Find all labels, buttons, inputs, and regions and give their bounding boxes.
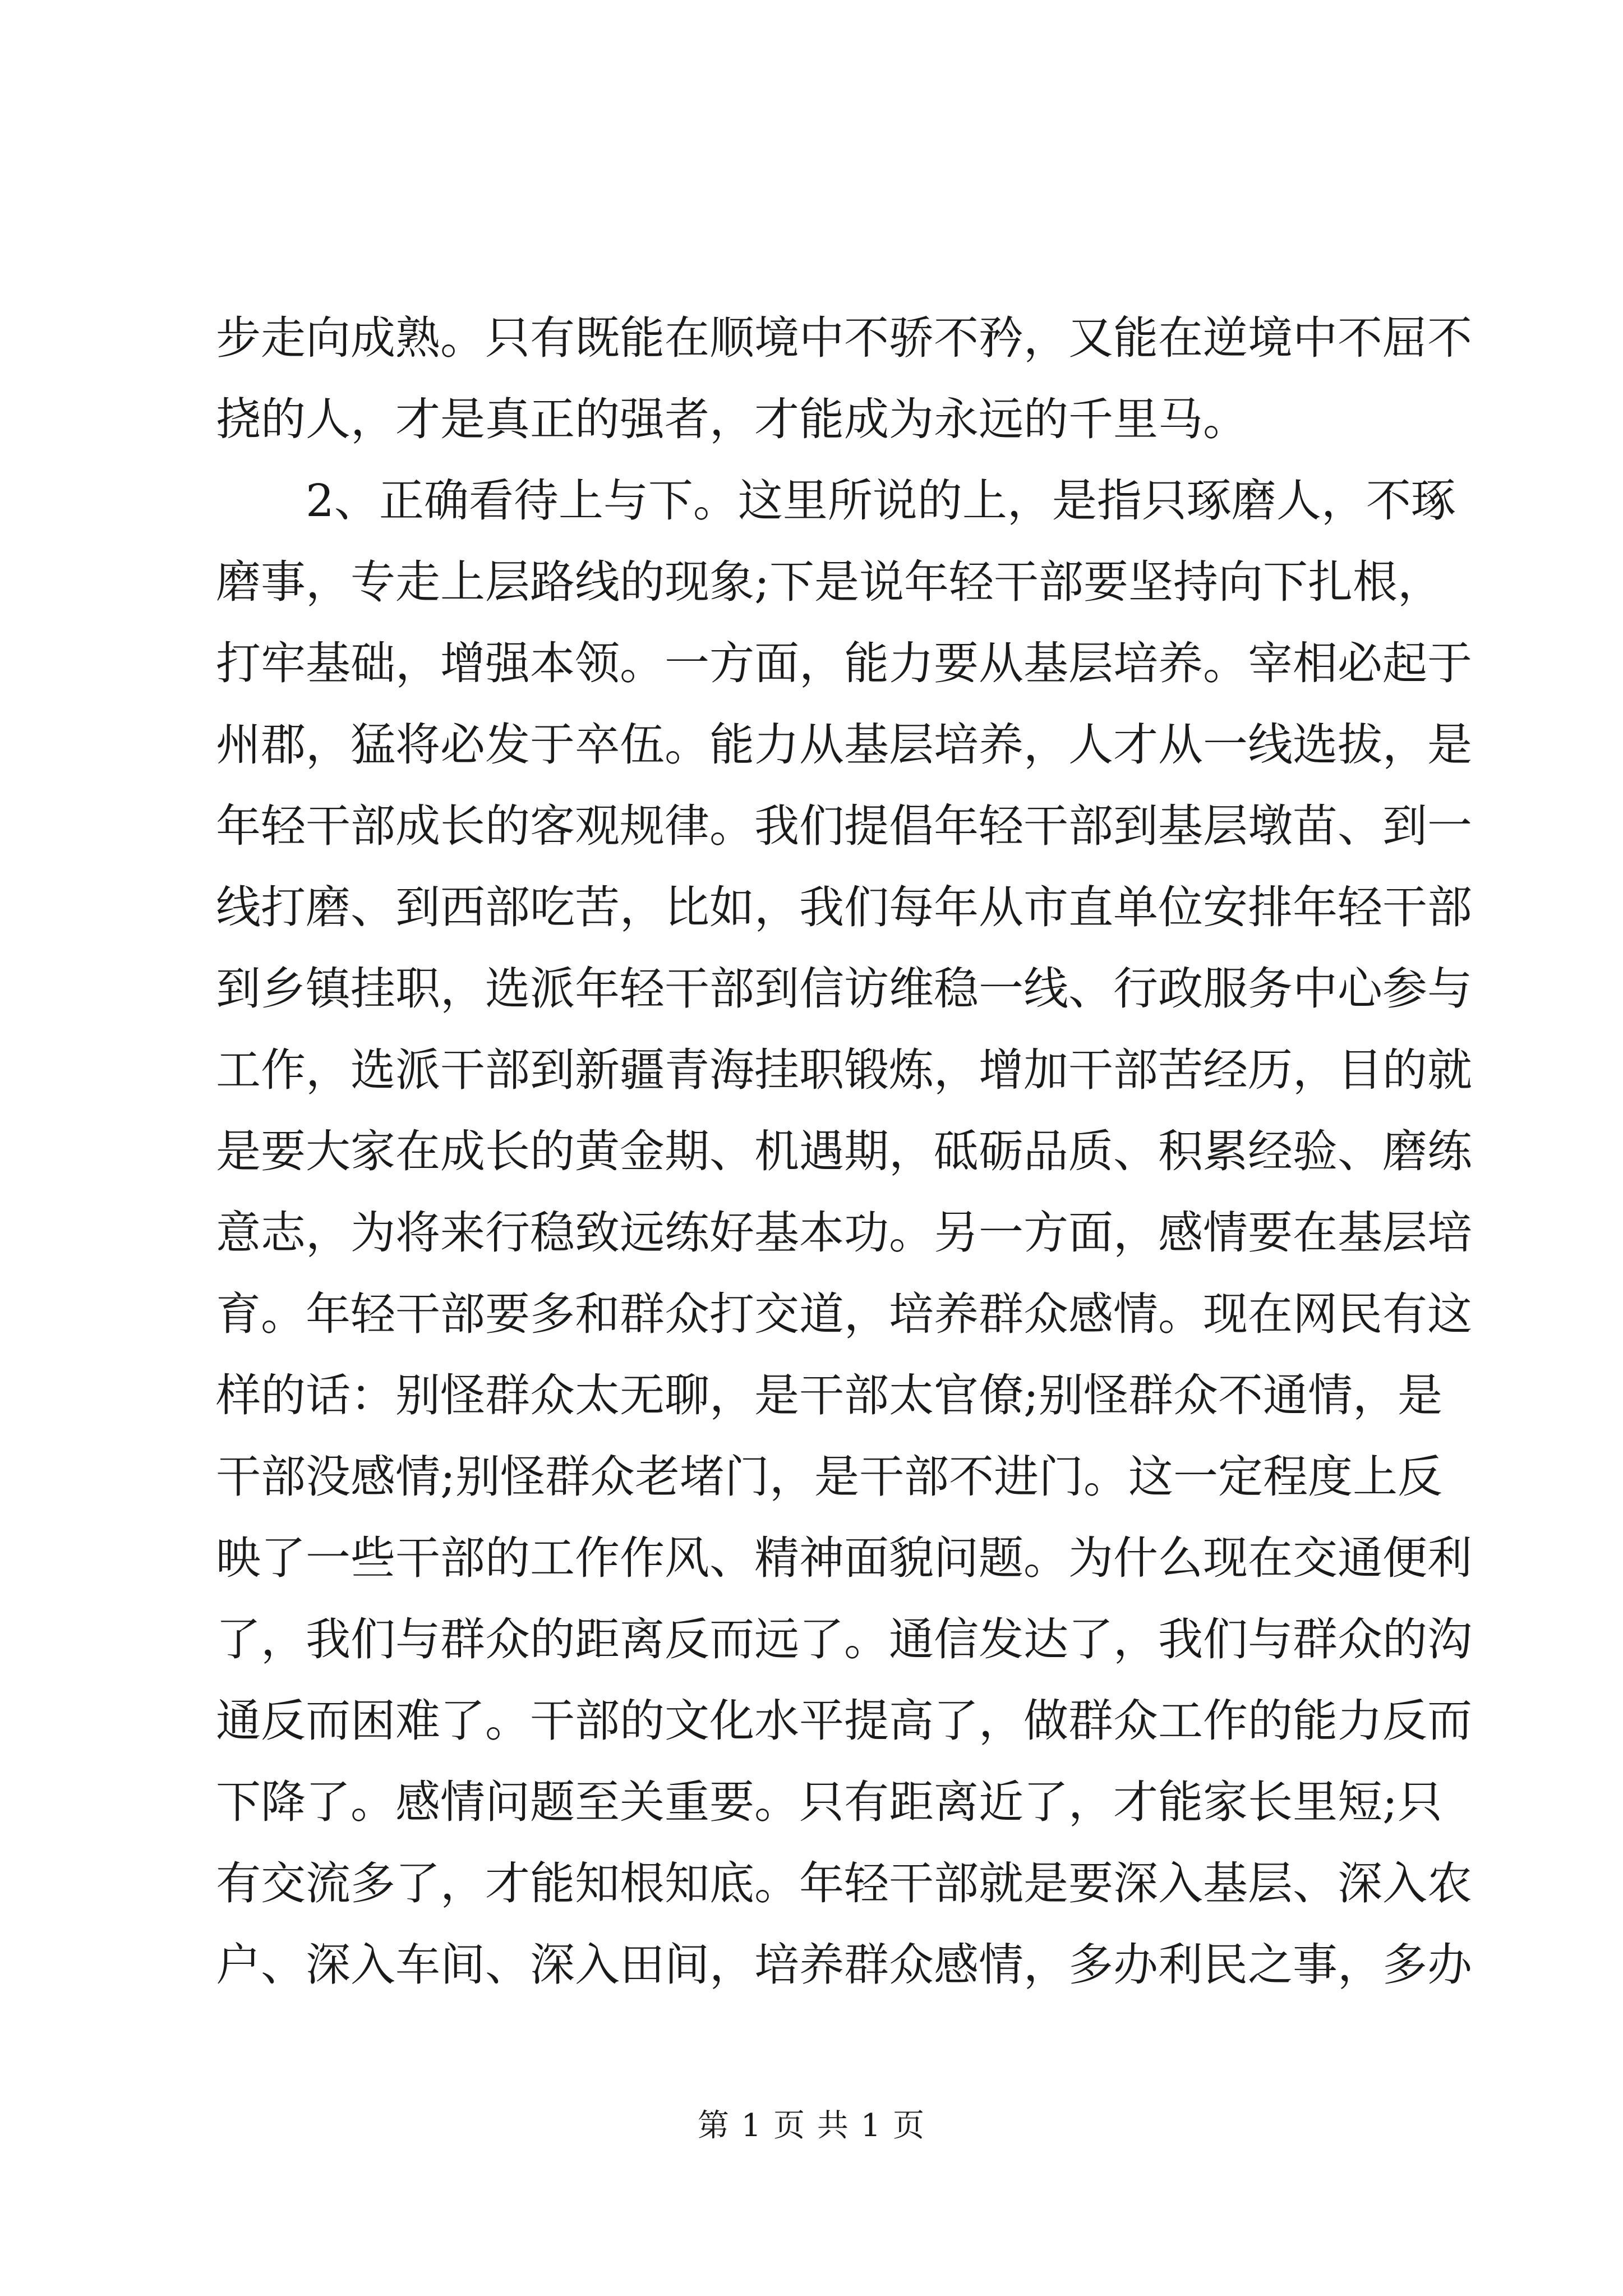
text-line: 有交流多了，才能知根知底。年轻干部就是要深入基层、深入农 bbox=[216, 1857, 1472, 1910]
text-line: 2、正确看待上与下。这里所说的上，是指只琢磨人，不琢 bbox=[306, 475, 1456, 527]
text-line: 了，我们与群众的距离反而远了。通信发达了，我们与群众的沟 bbox=[216, 1613, 1472, 1665]
body-text bbox=[216, 297, 1472, 2005]
text-line: 通反而困难了。干部的文化水平提高了，做群众工作的能力反而 bbox=[216, 1695, 1472, 1747]
text-line: 年轻干部成长的客观规律。我们提倡年轻干部到基层墩苗、到一 bbox=[216, 800, 1472, 852]
text-line: 育。年轻干部要多和群众打交道，培养群众感情。现在网民有这 bbox=[216, 1288, 1472, 1340]
text-line: 映了一些干部的工作作风、精神面貌问题。为什么现在交通便利 bbox=[216, 1532, 1472, 1584]
text-line: 线打磨、到西部吃苦，比如，我们每年从市直单位安排年轻干部 bbox=[216, 881, 1472, 933]
text-line: 打牢基础，增强本领。一方面，能力要从基层培养。宰相必起于 bbox=[216, 637, 1472, 689]
text-line: 户、深入车间、深入田间，培养群众感情，多办利民之事，多办 bbox=[216, 1939, 1472, 1991]
page-number-footer: 第 1 页 共 1 页 bbox=[697, 2108, 926, 2144]
text-line: 州郡，猛将必发于卒伍。能力从基层培养，人才从一线选拔，是 bbox=[216, 719, 1472, 771]
text-line: 是要大家在成长的黄金期、机遇期，砥砺品质、积累经验、磨练 bbox=[216, 1125, 1472, 1177]
text-line: 下降了。感情问题至关重要。只有距离近了，才能家长里短;只 bbox=[216, 1776, 1442, 1828]
text-line: 样的话：别怪群众太无聊，是干部太官僚;别怪群众不通情，是 bbox=[216, 1369, 1442, 1421]
text-line: 步走向成熟。只有既能在顺境中不骄不矜，又能在逆境中不屈不 bbox=[216, 312, 1472, 364]
text-line: 磨事，专走上层路线的现象;下是说年轻干部要坚持向下扎根， bbox=[216, 556, 1442, 608]
text-line: 工作，选派干部到新疆青海挂职锻炼，增加干部苦经历，目的就 bbox=[216, 1044, 1472, 1096]
text-line: 到乡镇挂职，选派年轻干部到信访维稳一线、行政服务中心参与 bbox=[216, 963, 1472, 1015]
text-line: 干部没感情;别怪群众老堵门，是干部不进门。这一定程度上反 bbox=[216, 1451, 1442, 1503]
text-line: 意志，为将来行稳致远练好基本功。另一方面，感情要在基层培 bbox=[216, 1207, 1472, 1259]
text-line: 挠的人，才是真正的强者，才能成为永远的千里马。 bbox=[216, 393, 1248, 445]
